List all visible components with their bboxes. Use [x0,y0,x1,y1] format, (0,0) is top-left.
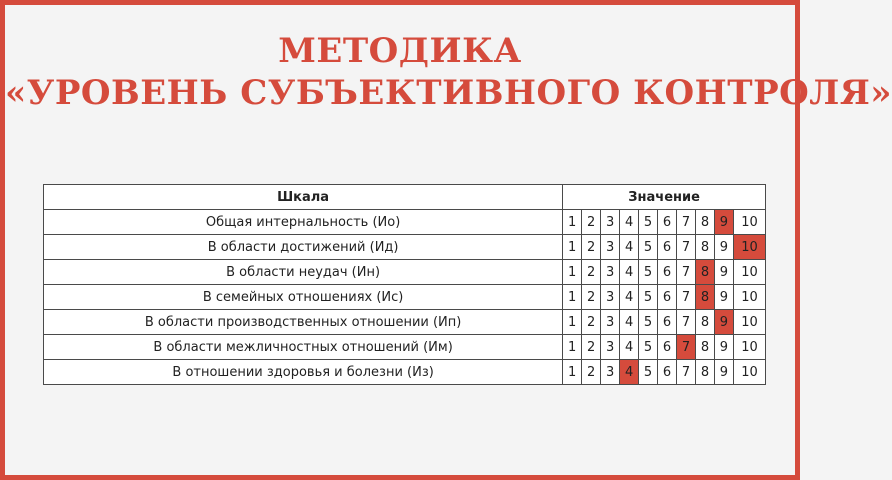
value-cell: 2 [582,285,601,310]
value-cell: 3 [601,310,620,335]
value-cell: 4 [620,335,639,360]
value-cell: 5 [639,285,658,310]
scale-name: В семейных отношениях (Ис) [44,285,563,310]
value-cell: 9 [714,285,733,310]
slide-title [5,30,892,114]
value-cell: 1 [563,335,582,360]
value-cell: 1 [563,285,582,310]
value-cell: 10 [733,260,765,285]
value-cell-selected: 9 [714,310,733,335]
value-cell: 4 [620,235,639,260]
value-cell: 3 [601,260,620,285]
value-cell: 2 [582,210,601,235]
value-cell: 5 [639,310,658,335]
value-cell: 5 [639,235,658,260]
value-cell: 5 [639,260,658,285]
value-cell: 4 [620,285,639,310]
value-cell: 5 [639,335,658,360]
title-line-1: МЕТОДИКА [278,31,522,71]
value-cell: 8 [695,360,714,385]
value-cell: 7 [677,260,696,285]
value-cell-selected: 7 [677,335,696,360]
table-row [44,310,766,335]
value-cell: 3 [601,210,620,235]
value-cell: 10 [733,285,765,310]
value-cell: 2 [582,310,601,335]
scale-name: В области неудач (Ин) [44,260,563,285]
value-cell: 8 [695,235,714,260]
value-cell: 10 [733,360,765,385]
value-cell: 6 [658,335,677,360]
header-value: Значение [563,185,766,210]
value-cell: 7 [677,285,696,310]
table-row [44,335,766,360]
header-scale: Шкала [44,185,563,210]
value-cell: 6 [658,235,677,260]
scale-name: В области межличностных отношений (Им) [44,335,563,360]
value-cell-selected: 8 [695,260,714,285]
scale-name: В области достижений (Ид) [44,235,563,260]
value-cell: 5 [639,360,658,385]
value-cell: 8 [695,210,714,235]
value-cell: 10 [733,210,765,235]
value-cell-selected: 10 [733,235,765,260]
value-cell: 4 [620,210,639,235]
table-row [44,235,766,260]
value-cell: 1 [563,310,582,335]
value-cell: 6 [658,360,677,385]
value-cell-selected: 9 [714,210,733,235]
value-cell: 1 [563,360,582,385]
table-header-row [44,185,766,210]
value-cell: 1 [563,210,582,235]
value-cell: 2 [582,360,601,385]
value-cell: 9 [714,235,733,260]
value-cell: 7 [677,210,696,235]
value-cell: 10 [733,310,765,335]
title-line-2: «УРОВЕНЬ СУБЪЕКТИВНОГО КОНТРОЛЯ» [5,73,892,113]
value-cell: 4 [620,310,639,335]
results-table [43,184,766,385]
value-cell-selected: 4 [620,360,639,385]
table-row [44,360,766,385]
table-body [44,210,766,385]
value-cell: 3 [601,360,620,385]
value-cell: 8 [695,335,714,360]
value-cell: 9 [714,335,733,360]
value-cell: 4 [620,260,639,285]
value-cell: 6 [658,210,677,235]
table-row [44,285,766,310]
table-row [44,260,766,285]
value-cell: 9 [714,260,733,285]
value-cell: 7 [677,310,696,335]
value-cell: 8 [695,310,714,335]
value-cell: 7 [677,360,696,385]
value-cell: 2 [582,260,601,285]
value-cell: 3 [601,285,620,310]
value-cell: 3 [601,335,620,360]
value-cell: 1 [563,235,582,260]
scale-name: В отношении здоровья и болезни (Из) [44,360,563,385]
value-cell: 5 [639,210,658,235]
value-cell: 6 [658,285,677,310]
value-cell: 3 [601,235,620,260]
scale-name: В области производственных отношении (Ип) [44,310,563,335]
value-cell: 6 [658,310,677,335]
value-cell: 2 [582,235,601,260]
value-cell: 2 [582,335,601,360]
value-cell: 9 [714,360,733,385]
value-cell-selected: 8 [695,285,714,310]
scale-name: Общая интернальность (Ио) [44,210,563,235]
value-cell: 6 [658,260,677,285]
value-cell: 7 [677,235,696,260]
value-cell: 10 [733,335,765,360]
table-row [44,210,766,235]
value-cell: 1 [563,260,582,285]
